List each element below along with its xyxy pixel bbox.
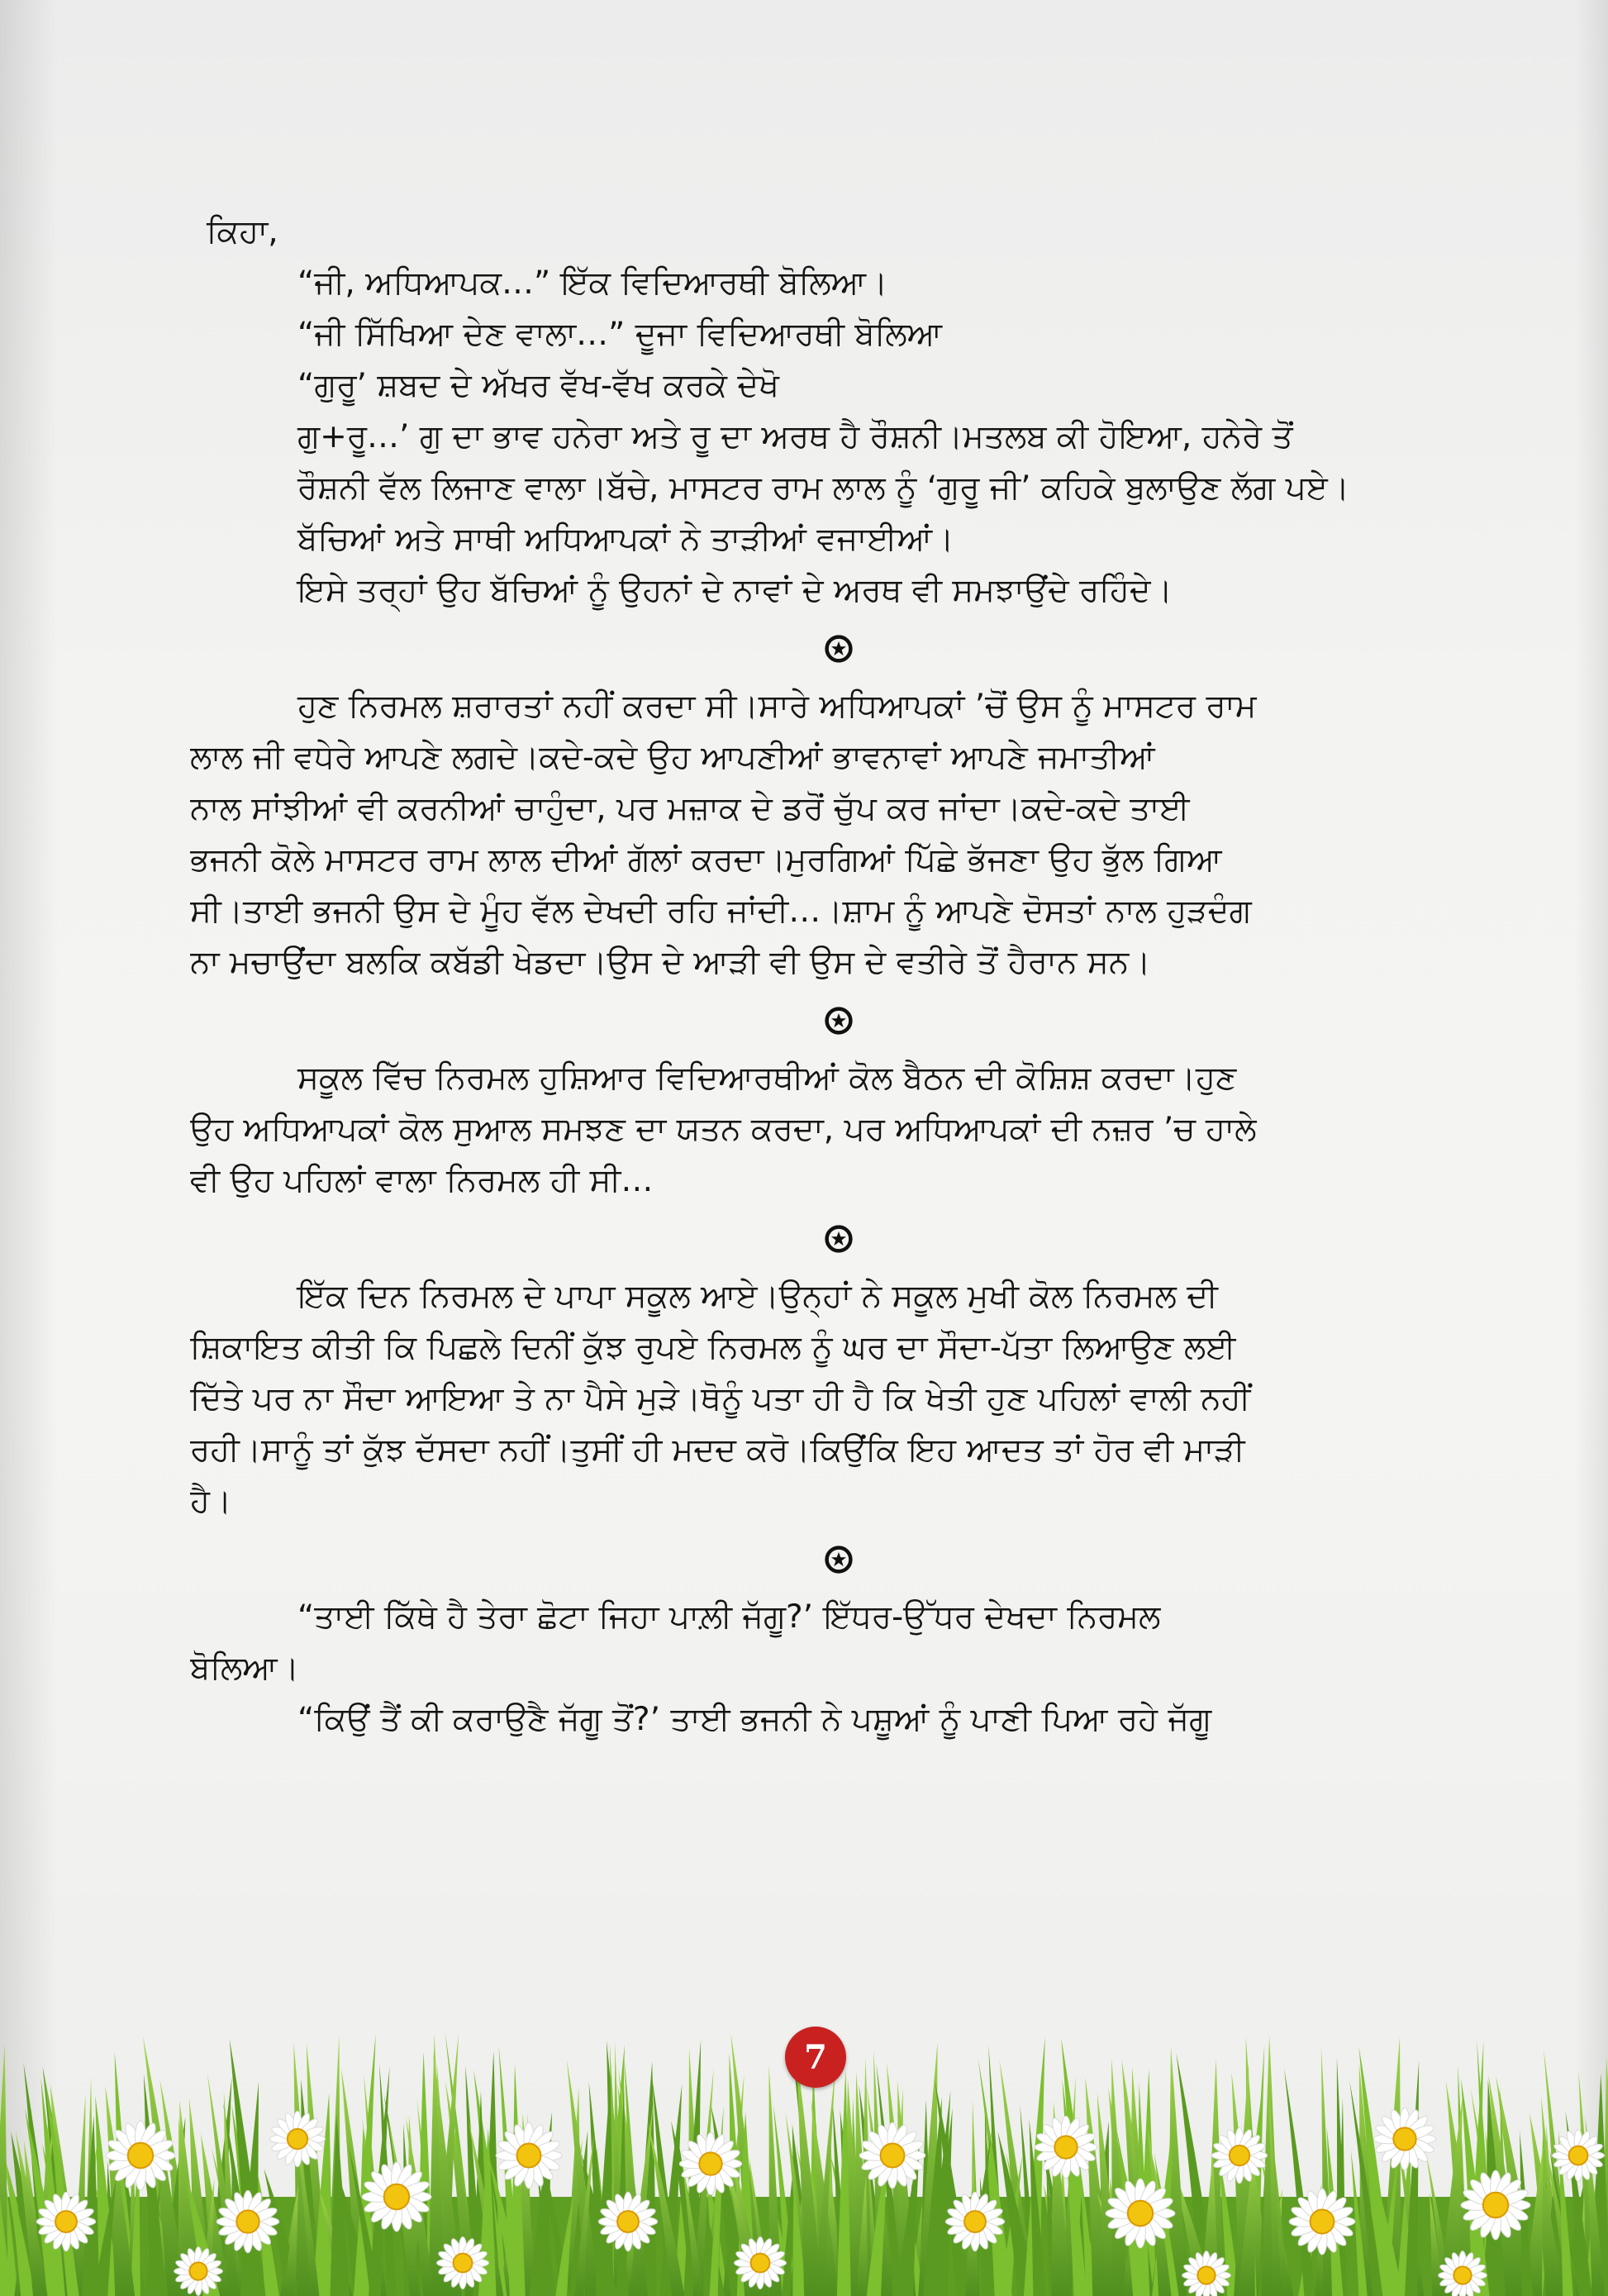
- daisy-icon: [36, 2192, 95, 2251]
- daisy-icon: [496, 2122, 562, 2189]
- daisy-icon: [859, 2122, 925, 2189]
- text-line: ਸ਼ਿਕਾਇਤ ਕੀਤੀ ਕਿ ਪਿਛਲੇ ਦਿਨੀਂ ਕੁੱਝ ਰੁਪਏ ਨਿਰਮਲ ਨੂੰ ਘਰ ਦਾ ਸੌਦਾ-ਪੱਤਾ ਲਿਆਉਣ ਲਈ: [190, 1329, 1236, 1366]
- text-line: ਕਿਹਾ,: [207, 213, 278, 250]
- daisy-icon: [1439, 2251, 1487, 2296]
- grass-flower-border: [0, 1949, 1608, 2296]
- text-line: ਰਹੀ।ਸਾਨੂੰ ਤਾਂ ਕੁੱਝ ਦੱਸਦਾ ਨਹੀਂ।ਤੁਸੀਂ ਹੀ ਮਦਦ ਕਰੋ।ਕਿਉਂਕਿ ਇਹ ਆਦਤ ਤਾਂ ਹੋਰ ਵੀ ਮਾੜੀ: [190, 1431, 1245, 1469]
- text-line: “ਗੁਰੂ’ ਸ਼ਬਦ ਦੇ ਅੱਖਰ ਵੱਖ-ਵੱਖ ਕਰਕੇ ਦੇਖੋ: [297, 367, 779, 404]
- text-line: ਉਹ ਅਧਿਆਪਕਾਂ ਕੋਲ ਸੁਆਲ ਸਮਝਣ ਦਾ ਯਤਨ ਕਰਦਾ, ਪਰ ਅਧਿਆਪਕਾਂ ਦੀ ਨਜ਼ਰ ’ਚ ਹਾਲੇ: [190, 1111, 1257, 1148]
- text-line: ਹੈ।: [190, 1483, 232, 1520]
- daisy-icon: [945, 2192, 1004, 2251]
- daisy-icon: [269, 2111, 325, 2166]
- text-line: ਬੋਲਿਆ।: [190, 1650, 299, 1687]
- daisy-icon: [1553, 2130, 1605, 2182]
- daisy-icon: [362, 2162, 431, 2232]
- daisy-icon: [1461, 2170, 1530, 2240]
- daisy-icon: [679, 2132, 742, 2195]
- text-line: ਨਾਲ ਸਾਂਝੀਆਂ ਵੀ ਕਰਨੀਆਂ ਚਾਹੁੰਦਾ, ਪਰ ਮਜ਼ਾਕ ਦੇ ਡਰੋਂ ਚੁੱਪ ਕਰ ਜਾਂਦਾ।ਕਦੇ-ਕਦੇ ਤਾਈ: [190, 790, 1190, 827]
- daisy-icon: [598, 2192, 657, 2251]
- star-divider-icon: [824, 1006, 854, 1036]
- daisy-icon: [216, 2190, 279, 2253]
- story-text: [190, 207, 1487, 1746]
- section-divider: [190, 617, 1487, 681]
- text-line: “ਤਾਈ ਕਿੱਥੇ ਹੈ ਤੇਰਾ ਛੋਟਾ ਜਿਹਾ ਪਾਲ਼ੀ ਜੱਗੂ?’ ਇੱਧਰ-ਉੱਧਰ ਦੇਖਦਾ ਨਿਰਮਲ: [297, 1598, 1161, 1636]
- text-line: ਸਕੂਲ ਵਿੱਚ ਨਿਰਮਲ ਹੁਸ਼ਿਆਰ ਵਿਦਿਆਰਥੀਆਂ ਕੋਲ ਬੈਠਨ ਦੀ ਕੋਸ਼ਿਸ਼ ਕਰਦਾ।ਹੁਣ: [297, 1060, 1237, 1097]
- text-line: ਭਜਨੀ ਕੋਲੇ ਮਾਸਟਰ ਰਾਮ ਲਾਲ ਦੀਆਂ ਗੱਲਾਂ ਕਰਦਾ।ਮੁਰਗਿਆਂ ਪਿੱਛੇ ਭੱਜਣਾ ਉਹ ਭੁੱਲ ਗਿਆ: [190, 841, 1222, 879]
- text-line: “ਜੀ ਸਿੱਖਿਆ ਦੇਣ ਵਾਲਾ…” ਦੂਜਾ ਵਿਦਿਆਰਥੀ ਬੋਲਿਆ: [297, 316, 943, 353]
- daisy-icon: [174, 2247, 223, 2296]
- daisy-icon: [106, 2121, 175, 2190]
- daisy-icon: [1035, 2116, 1097, 2179]
- daisy-icon: [1106, 2179, 1175, 2248]
- daisy-icon: [1182, 2251, 1231, 2296]
- text-line: ਹੁਣ ਨਿਰਮਲ ਸ਼ਰਾਰਤਾਂ ਨਹੀਂ ਕਰਦਾ ਸੀ।ਸਾਰੇ ਅਧਿਆਪਕਾਂ ’ਚੋਂ ਉਸ ਨੂੰ ਮਾਸਟਰ ਰਾਮ: [297, 688, 1257, 725]
- text-line: ਬੱਚਿਆਂ ਅਤੇ ਸਾਥੀ ਅਧਿਆਪਕਾਂ ਨੇ ਤਾੜੀਆਂ ਵਜਾਈਆਂ।: [297, 521, 954, 558]
- section-divider: [190, 1527, 1487, 1592]
- text-line: ਨਾ ਮਚਾਉਂਦਾ ਬਲਕਿ ਕਬੱਡੀ ਖੇਡਦਾ।ਉਸ ਦੇ ਆੜੀ ਵੀ ਉਸ ਦੇ ਵਤੀਰੇ ਤੋਂ ਹੈਰਾਨ ਸਨ।: [190, 944, 1151, 981]
- page-number-badge: 7: [785, 2027, 846, 2088]
- daisy-icon: [1211, 2127, 1267, 2183]
- text-line: ਰੌਸ਼ਨੀ ਵੱਲ ਲਿਜਾਣ ਵਾਲਾ।ਬੱਚੇ, ਮਾਸਟਰ ਰਾਮ ਲਾਲ ਨੂੰ ‘ਗੁਰੂ ਜੀ’ ਕਹਿਕੇ ਬੁਲਾਉਣ ਲੱਗ ਪਏ।: [297, 469, 1350, 507]
- daisy-icon: [735, 2237, 787, 2289]
- text-line: ਦਿੱਤੇ ਪਰ ਨਾ ਸੌਦਾ ਆਇਆ ਤੇ ਨਾ ਪੈਸੇ ਮੁੜੇ।ਥੋਨੂੰ ਪਤਾ ਹੀ ਹੈ ਕਿ ਖੇਤੀ ਹੁਣ ਪਹਿਲਾਂ ਵਾਲੀ ਨਹੀਂ: [190, 1380, 1251, 1417]
- text-line: “ਜੀ, ਅਧਿਆਪਕ…” ਇੱਕ ਵਿਦਿਆਰਥੀ ਬੋਲਿਆ।: [297, 264, 888, 302]
- section-divider: [190, 1207, 1487, 1271]
- daisy-icon: [1373, 2108, 1436, 2170]
- daisy-icon: [437, 2237, 489, 2289]
- section-divider: [190, 988, 1487, 1053]
- text-line: ਇਸੇ ਤਰ੍ਹਾਂ ਉਹ ਬੱਚਿਆਂ ਨੂੰ ਉਹਨਾਂ ਦੇ ਨਾਵਾਂ ਦੇ ਅਰਥ ਵੀ ਸਮਝਾਉਂਦੇ ਰਹਿੰਦੇ।: [297, 572, 1173, 609]
- star-divider-icon: [824, 1545, 854, 1574]
- star-divider-icon: [824, 634, 854, 664]
- text-line: ਵੀ ਉਹ ਪਹਿਲਾਂ ਵਾਲਾ ਨਿਰਮਲ ਹੀ ਸੀ…: [190, 1162, 654, 1199]
- text-line: ਲਾਲ ਜੀ ਵਧੇਰੇ ਆਪਣੇ ਲਗਦੇ।ਕਦੇ-ਕਦੇ ਉਹ ਆਪਣੀਆਂ ਭਾਵਨਾਵਾਂ ਆਪਣੇ ਜਮਾਤੀਆਂ: [190, 739, 1155, 776]
- text-line: “ਕਿਉਂ ਤੈਂ ਕੀ ਕਰਾਉਣੈ ਜੱਗੂ ਤੋਂ?’ ਤਾਈ ਭਜਨੀ ਨੇ ਪਸ਼ੂਆਂ ਨੂੰ ਪਾਣੀ ਪਿਆ ਰਹੇ ਜੱਗੂ: [297, 1701, 1212, 1738]
- star-divider-icon: [824, 1224, 854, 1254]
- text-line: ਸੀ।ਤਾਈ ਭਜਨੀ ਉਸ ਦੇ ਮੂੰਹ ਵੱਲ ਦੇਖਦੀ ਰਹਿ ਜਾਂਦੀ…।ਸ਼ਾਮ ਨੂੰ ਆਪਣੇ ਦੋਸਤਾਂ ਨਾਲ ਹੁੜਦੰਗ: [190, 893, 1252, 930]
- daisy-icon: [1289, 2189, 1355, 2255]
- text-line: ਗੁ+ਰੂ…’ ਗੁ ਦਾ ਭਾਵ ਹਨੇਰਾ ਅਤੇ ਰੂ ਦਾ ਅਰਥ ਹੈ ਰੌਸ਼ਨੀ।ਮਤਲਬ ਕੀ ਹੋਇਆ, ਹਨੇਰੇ ਤੋਂ: [297, 418, 1293, 455]
- text-line: ਇੱਕ ਦਿਨ ਨਿਰਮਲ ਦੇ ਪਾਪਾ ਸਕੂਲ ਆਏ।ਉਨ੍ਹਾਂ ਨੇ ਸਕੂਲ ਮੁਖੀ ਕੋਲ ਨਿਰਮਲ ਦੀ: [297, 1278, 1218, 1315]
